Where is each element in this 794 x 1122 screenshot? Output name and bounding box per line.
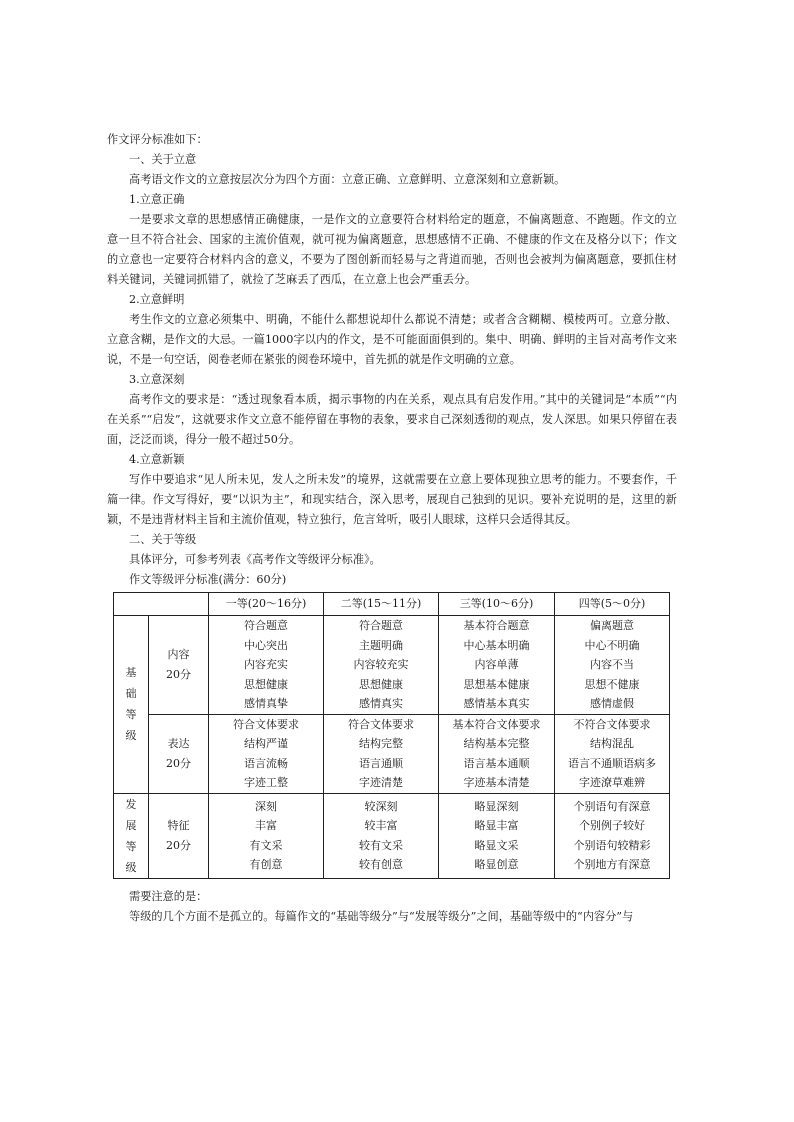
item1-heading: 1.立意正确 xyxy=(129,193,185,206)
content-grade-1-cell: 符合题意 中心突出 内容充实 思想健康 感情真挚 xyxy=(209,616,324,715)
content-grade-3-cell: 基本符合题意 中心基本明确 内容单薄 思想基本健康 感情基本真实 xyxy=(439,616,555,715)
sub-label-feature: 特征 20分 xyxy=(149,793,209,878)
section2-text: 具体评分，可参考列表《高考作文等级评分标准》。 xyxy=(129,553,381,566)
note-text: 等级的几个方面不是孤立的。每篇作文的“基础等级分”与“发展等级分”之间，基础等级中的“内容分”与 xyxy=(129,909,634,923)
table-row-content xyxy=(114,616,670,715)
expression-grade-3-cell: 基本符合文体要求 结构基本完整 语言基本通顺 字迹基本清楚 xyxy=(439,714,555,793)
expression-grade-2-cell: 符合文体要求 结构完整 语言通顺 字迹清楚 xyxy=(324,714,439,793)
feature-grade-1-cell: 深刻 丰富 有文采 有创意 xyxy=(209,793,324,878)
table-row-feature xyxy=(114,793,670,878)
table-row-expression xyxy=(114,714,670,793)
item1-text: 一是要求文章的思想感情正确健康，一是作文的立意要符合材料给定的题意，不偏离题意、不跑题。作文的立意一旦不符合社会、国家的主流价值观，就可视为偏离题意，思想感情不正确、不健康的作文在及格分以下；作文的立意也一定要符合材料内含的意义，不要为了图创新而轻易与之背道而驰，否则也会被判为偏离题意，要抓住材料关键词，关键词抓错了，就捡了芝麻丢了西瓜，在立意上也会严重丢分。 xyxy=(107,213,677,286)
expression-grade-1-cell: 符合文体要求 结构严谨 语言流畅 字迹工整 xyxy=(209,714,324,793)
group-label-development: 发 展 等 级 xyxy=(114,793,149,878)
item2-text: 考生作文的立意必须集中、明确，不能什么都想说却什么都说不清楚；或者含含糊糊、模棱两可。立意分散、立意含糊，是作文的大忌。一篇1000字以内的作文，是不可能面面俱到的。集中、明确、鲜明的主旨对高考作文来说，不是一句空话，阅卷老师在紧张的阅卷环境中，首先抓的就是作文明确的立意。 xyxy=(107,313,677,366)
item4-heading: 4.立意新颖 xyxy=(129,453,185,466)
grading-table xyxy=(113,592,670,879)
content-grade-2-cell: 符合题意 主题明确 内容较充实 思想健康 感情真实 xyxy=(324,616,439,715)
header-grade-4: 四等(5～0分) xyxy=(555,593,670,616)
header-grade-1: 一等(20～16分) xyxy=(209,593,324,616)
item3-text: 高考作文的要求是：“透过现象看本质，揭示事物的内在关系，观点具有启发作用。”其中的关键词是“本质”“内在关系”“启发”，这就要求作文立意不能停留在事物的表象，要求自己深刻透彻的观点，发人深思。如果只停留在表面，泛泛而谈，得分一般不超过50分。 xyxy=(107,393,677,446)
content-grade-4-cell: 偏离题意 中心不明确 内容不当 思想不健康 感情虚假 xyxy=(555,616,670,715)
feature-grade-2-cell: 较深刻 较丰富 较有文采 较有创意 xyxy=(324,793,439,878)
item3-heading: 3.立意深刻 xyxy=(129,373,185,386)
table-title: 作文等级评分标准(满分：60分) xyxy=(129,573,287,586)
item2-heading: 2.立意鲜明 xyxy=(129,293,185,306)
group-label-basic: 基 础 等 级 xyxy=(114,616,149,794)
table-header-row xyxy=(114,593,670,616)
expression-grade-4-cell: 不符合文体要求 结构混乱 语言不通顺语病多 字迹潦草难辨 xyxy=(555,714,670,793)
section2-heading: 二、关于等级 xyxy=(129,533,197,546)
sub-label-expression: 表达 20分 xyxy=(149,714,209,793)
section1-summary: 高考语文作文的立意按层次分为四个方面：立意正确、立意鲜明、立意深刻和立意新颖。 xyxy=(129,173,566,186)
header-grade-2: 二等(15～11分) xyxy=(324,593,439,616)
feature-grade-4-cell: 个别语句有深意 个别例子较好 个别语句较精彩 个别地方有深意 xyxy=(555,793,670,878)
feature-grade-3-cell: 略显深刻 略显丰富 略显文采 略显创意 xyxy=(439,793,555,878)
intro-line: 作文评分标准如下： xyxy=(107,133,208,146)
section1-heading: 一、关于立意 xyxy=(129,153,197,166)
note-heading: 需要注意的是： xyxy=(129,889,208,903)
sub-label-content: 内容 20分 xyxy=(149,616,209,715)
document-page xyxy=(107,130,677,927)
header-grade-3: 三等(10～6分) xyxy=(439,593,555,616)
item4-text: 写作中要追求“见人所未见，发人之所未发”的境界，这就需要在立意上要体现独立思考的能力。不要套作，千篇一律。作文写得好，要“以识为主”，和现实结合，深入思考，展现自己独到的见识。要补充说明的是，这里的新颖，不是违背材料主旨和主流价值观，特立独行，危言耸听，吸引人眼球，这样只会适得其反。 xyxy=(107,473,677,526)
header-corner xyxy=(114,593,209,616)
